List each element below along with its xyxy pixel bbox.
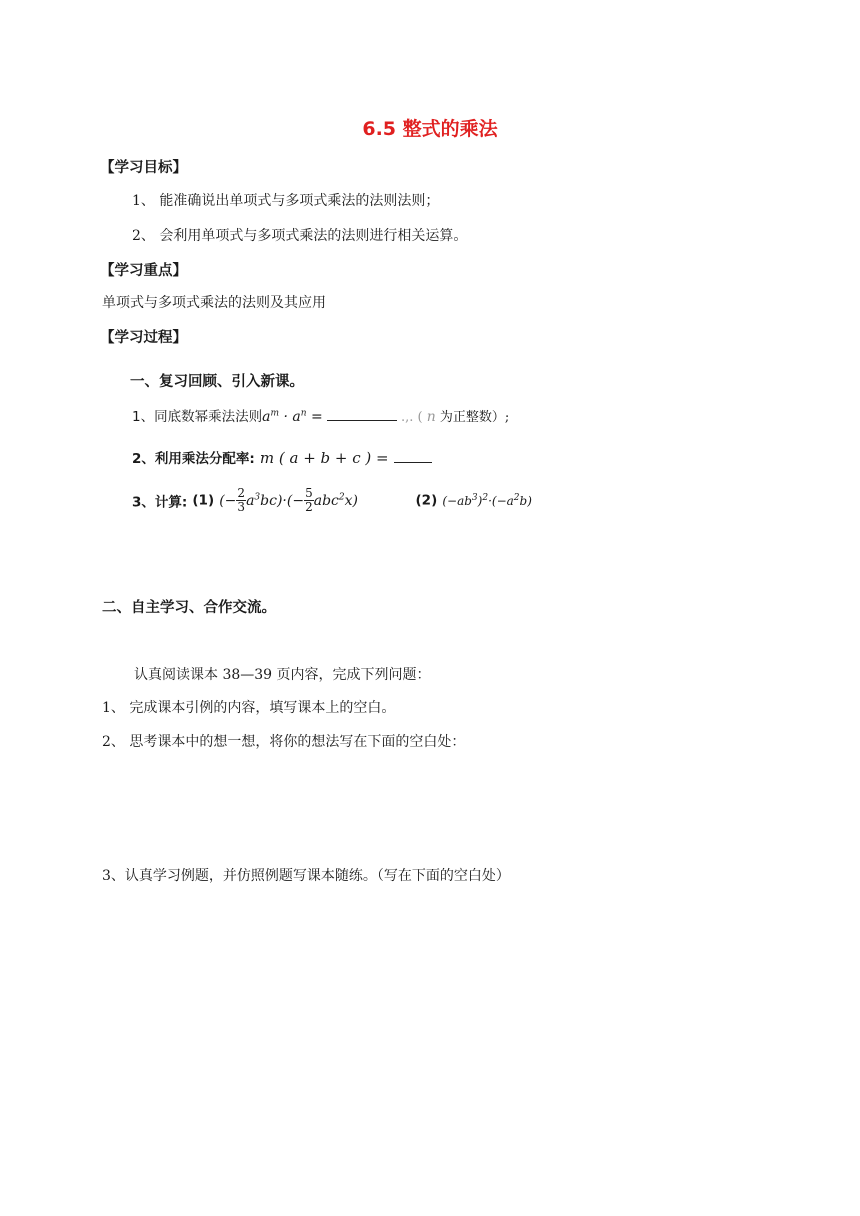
focus-heading: 【学习重点】 bbox=[100, 263, 187, 279]
q3-expr1: (− $\frac{2}{3}$ $a^3bc)\cdot(-$ $\frac{5}{2}$ abc$^2$x) bbox=[219, 486, 363, 514]
page-title: 6.5 整式的乘法 bbox=[362, 118, 498, 140]
process-heading: 【学习过程】 bbox=[100, 330, 187, 346]
question-3-part2: (2) bbox=[415, 492, 438, 509]
section2-intro: 认真阅读课本 38—39 页内容，完成下列问题： bbox=[134, 667, 431, 683]
section2-item-1: 1、 完成课本引例的内容，填写课本上的空白。 bbox=[102, 700, 396, 716]
q1-note: 为正整数）; bbox=[439, 410, 510, 425]
q1-faint-mark: .,. ( bbox=[400, 410, 423, 425]
q3-expr2: $(-ab^3)^2\cdot(-a^2b)$ bbox=[442, 493, 532, 508]
section2-heading: 二、自主学习、合作交流。 bbox=[102, 600, 276, 616]
section2-item-3: 3、认真学习例题，并仿照例题写课本随练。（写在下面的空白处） bbox=[102, 868, 510, 884]
q1-formula: $a^m \cdot a^n$ = bbox=[262, 408, 323, 425]
question-3 bbox=[132, 487, 532, 514]
q2-formula: m ( a + b + c ) = bbox=[259, 449, 389, 467]
goals-heading: 【学习目标】 bbox=[100, 160, 187, 176]
question-2-label: 2、利用乘法分配率: bbox=[132, 451, 255, 467]
section1-heading: 一、复习回顾、引入新课。 bbox=[130, 374, 304, 390]
q1-var-n: n bbox=[426, 409, 436, 425]
section2-item-2: 2、 思考课本中的想一想，将你的想法写在下面的空白处： bbox=[102, 734, 466, 750]
answer-blank-2[interactable] bbox=[394, 448, 432, 463]
question-3-part1: (1) bbox=[192, 492, 215, 509]
answer-blank-1[interactable] bbox=[327, 406, 397, 421]
question-2 bbox=[132, 447, 432, 467]
goal-item-1: 1、 能准确说出单项式与多项式乘法的法则法则； bbox=[132, 193, 440, 209]
question-1 bbox=[132, 405, 509, 425]
goal-item-2: 2、 会利用单项式与多项式乘法的法则进行相关运算。 bbox=[132, 228, 468, 244]
question-1-label: 1、同底数幂乘法法则 bbox=[132, 409, 263, 425]
question-3-label: 3、计算: bbox=[132, 494, 188, 511]
focus-text: 单项式与多项式乘法的法则及其应用 bbox=[102, 295, 326, 311]
